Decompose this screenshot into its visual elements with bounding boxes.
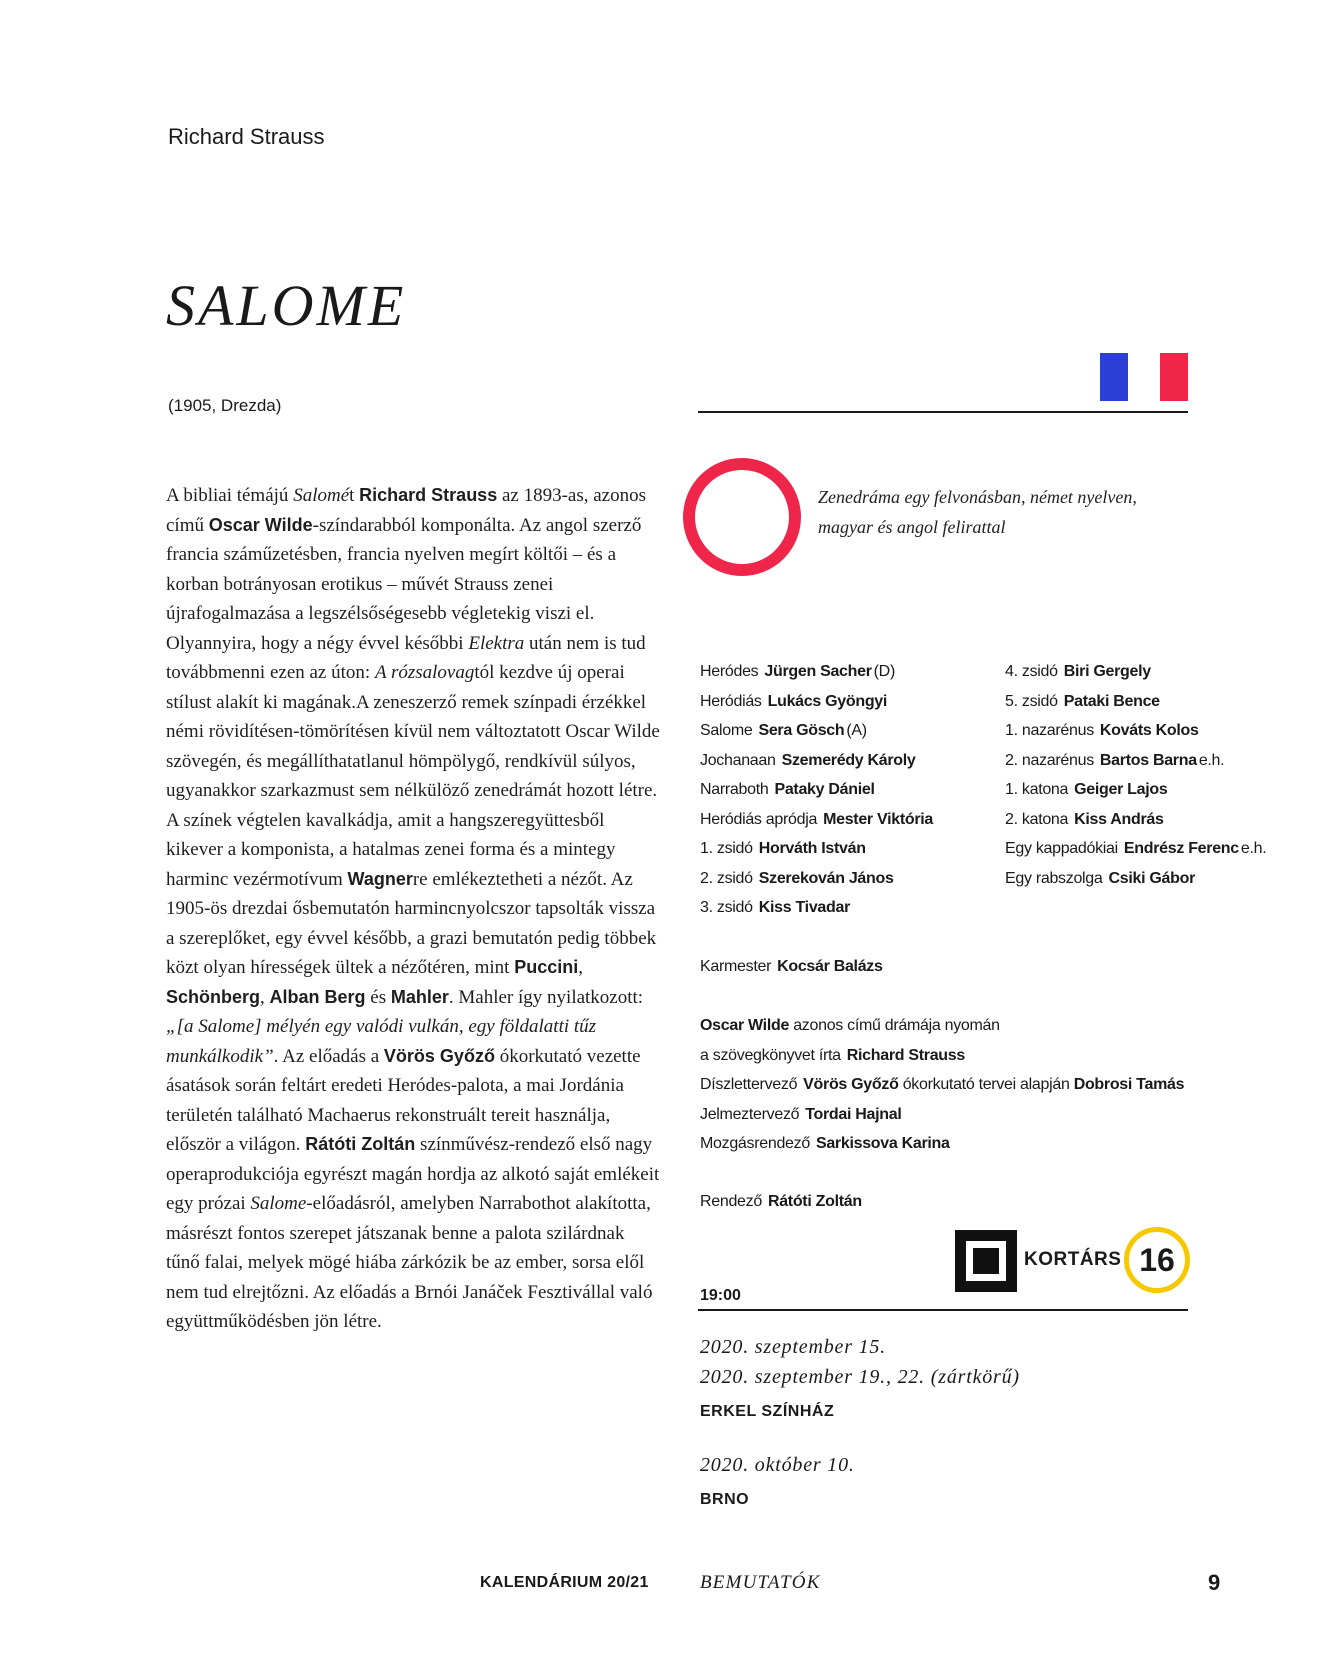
body-seg: az 1893-as, azonos című [166,485,646,536]
cast-role: Heródes [700,663,759,680]
cast-row [700,834,933,864]
flag-blue-stripe [1100,353,1128,401]
work-title: Salomé [293,485,350,506]
credit-role: Díszlettervező [700,1076,798,1093]
creative-team [700,1011,1184,1159]
flag-red-stripe [1160,353,1188,401]
cast-name: Kiss András [1074,810,1164,828]
top-divider [698,411,1188,413]
genre-line-1: Zenedráma egy felvonásban, német nyelven, [818,487,1137,507]
work-title: Elektra [468,632,525,654]
synopsis-text [166,481,662,1337]
credit-name: Rátóti Zoltán [767,1193,862,1210]
cast-row [700,893,933,923]
cast-row [700,864,933,894]
show-time: 19:00 [700,1287,741,1304]
cast-role: 5. zsidó [1005,692,1058,710]
cast-name: Endrész Ferenc [1123,840,1239,857]
cast-suffix: e.h. [1240,840,1267,857]
cast-role: Narraboth [700,781,769,798]
credit-text: a szövegkönyvet írta [700,1046,841,1064]
cast-name: Mester Viktória [823,810,933,828]
body-seg: . Az előadás a [273,1045,384,1067]
page-title: SALOME [166,273,407,338]
credit-role: Karmester [700,958,772,975]
cast-row [1005,805,1266,835]
credit-role: Jelmeztervező [700,1105,800,1123]
age-rating-badge: 16 [1124,1227,1190,1293]
credit-role: Rendező [700,1193,762,1210]
person-name: Richard Strauss [359,485,498,505]
person-name: Oscar Wilde [208,514,313,535]
cast-name: Pataki Bence [1063,692,1160,710]
body-seg: ókorkutató vezette ásatások során feltárt eredeti Heródes-palota, a mai Jordánia területén található Machaerus rekonstruált tereit használja, először a világon. [166,1045,641,1155]
cast-role: 2. nazarénus [1005,751,1094,769]
credit-name: Oscar Wilde [700,1017,790,1034]
person-name: Puccini [514,957,579,977]
cast-row [700,746,933,776]
credit-text: azonos című drámája nyomán [789,1017,1000,1034]
cast-name: Pataky Dániel [774,781,875,798]
body-seg: -előadásról, amelyben Narrabothot alakította, másrészt fontos szerepet játszanak benne a palota szilárdnak tűnő falai, melyek mögé hiába zárkózik be az ember, sorsa elől nem tud elrejtőzni. Az előadás a Brnói Janáček Fesztivállal való együttműködésben jön létre. [166,1193,653,1332]
body-seg: A bibliai témájú [166,485,294,506]
cast-name: Szemerédy Károly [781,751,916,769]
venue-name: ERKEL SZÍNHÁZ [700,1403,835,1420]
cast-list-right [1005,657,1266,893]
venue-name: BRNO [700,1491,750,1508]
cast-name: Kováts Kolos [1099,722,1199,739]
credit-name: Sarkissova Karina [815,1135,950,1152]
kortars-label: KORTÁRS [1024,1249,1122,1270]
cast-name: Horváth István [758,840,866,857]
footer-section: BEMUTATÓK [700,1572,821,1593]
body-seg: színművész-rendező első nagy operaprodukciója egyrészt magán hordja az alkotó saját emlékeit egy prózai [166,1134,660,1214]
performance-date: 2020. szeptember 15. [700,1336,886,1358]
person-name: Wagner [347,868,413,889]
credit-text: ókorkutató tervei alapján [898,1076,1074,1093]
french-flag-icon [1100,353,1188,401]
cast-name: Lukács Gyöngyi [767,692,888,710]
cast-row [1005,864,1266,894]
cast-role: Jochanaan [700,751,776,769]
cast-role: 2. katona [1005,810,1069,828]
body-seg: . Mahler így nyilatkozott: [448,986,644,1008]
cast-row [1005,775,1266,805]
cast-name: Kiss Tivadar [758,899,851,916]
cast-row [700,775,933,805]
cast-row [1005,657,1266,687]
cast-name: Biri Gergely [1063,663,1151,680]
director-credit [700,1187,862,1217]
cast-suffix: (A) [846,722,867,739]
cast-name: Sera Gösch [758,722,845,739]
genre-description [818,482,1198,542]
cast-name: Geiger Lajos [1074,781,1168,798]
cast-role: Salome [700,722,753,739]
work-title: A rózsalovag [374,662,475,683]
cast-row [700,805,933,835]
footer-publication: KALENDÁRIUM 20/21 [480,1574,649,1591]
schedule-divider [698,1309,1188,1311]
cast-row [1005,716,1266,746]
cast-role: 1. nazarénus [1005,722,1094,739]
person-name: Mahler [390,986,449,1007]
cast-name: Jürgen Sacher [764,663,872,680]
performance-date: 2020. szeptember 19., 22. (zártkörű) [700,1366,1020,1388]
body-seg: és [365,986,391,1008]
cast-role: Egy kappadókiai [1005,840,1118,857]
cast-suffix: (D) [873,663,895,680]
work-title: Salome [250,1193,307,1214]
cast-row [1005,834,1266,864]
credit-role: Mozgásrendező [700,1135,810,1152]
person-name: Rátóti Zoltán [305,1134,416,1154]
kortars-square-icon [955,1230,1017,1292]
cast-role: Heródiás apródja [700,810,818,828]
credit-name: Dobrosi Tamás [1073,1076,1185,1093]
credit-name: Richard Strauss [846,1046,965,1064]
red-ring-icon [683,458,801,576]
cast-role: 3. zsidó [700,899,753,916]
person-name: Vörös Győző [383,1045,495,1066]
credit-name: Tordai Hajnal [805,1105,902,1123]
cast-row [1005,746,1266,776]
premiere-info: (1905, Drezda) [168,396,282,415]
body-seg: tól kezdve új operai stílust alakít ki magának.A zeneszerző remek színpadi érzékkel némi rövidítésen-tömörítésen kívül nem változtatott Oscar Wilde szövegén, és megállíthatatlanul hömpölygő, rendkívül súlyos, ugyanakkor szarkazmust sem nélkülöző zenedrámát hozott létre. A színek végtelen kavalkádja, amit a hangszeregyüttesből kikever a komponista, a hatalmas zenei forma és a mintegy harminc vezérmotívum [166,662,660,890]
credit-name: Vörös Győző [803,1076,899,1093]
cast-role: 1. katona [1005,781,1069,798]
body-seg: re emlékeztetheti a nézőt. Az 1905-ös drezdai ősbemutatón harmincnyolcszor tapsolták vissza a szereplőket, egy évvel később, a grazi bemutatón pedig többek közt olyan hírességek ültek a nézőtéren, mint [166,868,657,978]
cast-list-left [700,657,933,923]
cast-name: Szerekován János [758,869,894,887]
cast-row [700,687,933,717]
cast-role: 1. zsidó [700,840,753,857]
composer-name: Richard Strauss [168,124,325,149]
cast-role: 4. zsidó [1005,663,1058,680]
body-seg: után nem is tud továbbmenni ezen az úton: [166,632,646,683]
performance-date: 2020. október 10. [700,1454,855,1476]
cast-row [1005,687,1266,717]
cast-role: Egy rabszolga [1005,869,1103,887]
cast-row [700,716,933,746]
cast-name: Csiki Gábor [1108,869,1196,887]
cast-role: 2. zsidó [700,869,753,887]
body-seg: t [349,485,360,506]
genre-line-2: magyar és angol felirattal [818,517,1006,537]
cast-row [700,657,933,687]
body-seg: -színdarabból komponálta. Az angol szerző francia száműzetésben, francia nyelven megírt költői – és a korban botrányosan erotikus – művét Strauss zenei újrafogalmazása a legszélsőségesebb végletekig viszi el. Olyannyira, hogy a négy évvel későbbi [166,514,642,654]
cast-role: Heródiás [700,692,762,710]
cast-suffix: e.h. [1198,751,1225,769]
conductor-credit [700,952,883,982]
cast-name: Bartos Barna [1099,751,1197,769]
person-name: Schönberg [166,986,261,1007]
person-name: Alban Berg [269,986,366,1007]
credit-name: Kocsár Balázs [777,958,883,975]
mahler-quote: „[a Salome] mélyén egy valódi vulkán, egy földalatti tűz munkálkodik” [166,1016,597,1067]
body-seg: , [260,986,270,1008]
page-number: 9 [1208,1570,1221,1595]
body-seg: , [578,957,583,978]
